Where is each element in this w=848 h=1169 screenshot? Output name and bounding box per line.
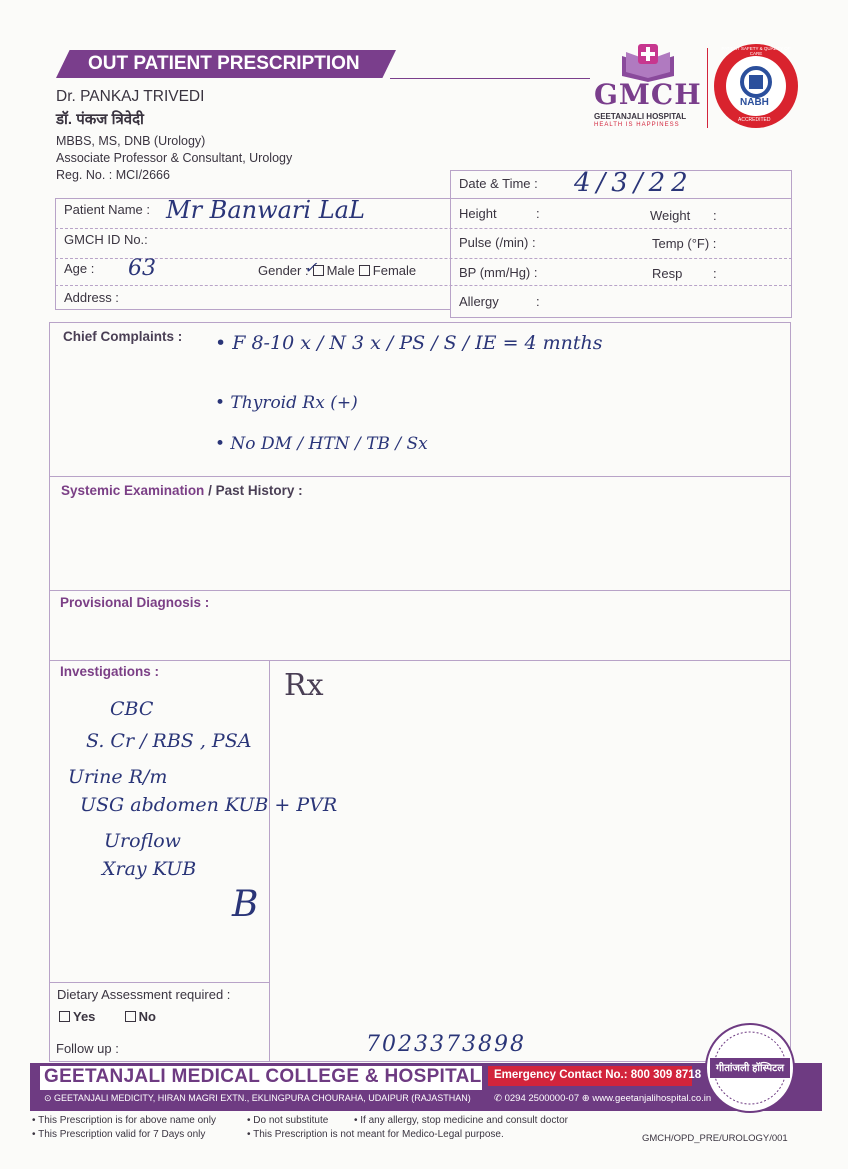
height-label: Height <box>459 206 497 221</box>
resp-label: Resp <box>652 266 683 281</box>
age-label: Age : <box>64 261 95 276</box>
no-label: No <box>138 1009 157 1024</box>
investigation-2[interactable]: S. Cr / RBS , PSA <box>86 730 252 752</box>
footer-note-1: • This Prescription is for above name only <box>32 1115 216 1126</box>
form-code: GMCH/OPD_PRE/UROLOGY/001 <box>642 1133 788 1144</box>
logo-divider <box>707 48 708 128</box>
complaint-line-3[interactable]: • No DM / HTN / TB / Sx <box>215 434 428 454</box>
gender-label: Gender : <box>258 263 309 278</box>
systemic-exam-heading <box>61 483 303 498</box>
footer-phone[interactable]: 0294 2500000-07 <box>504 1093 580 1104</box>
doctor-reg-no: Reg. No. : MCI/2666 <box>56 168 170 182</box>
gmch-logo-text: GMCH <box>594 78 702 111</box>
pulse-label: Pulse (/min) : <box>459 235 536 250</box>
complaint-line-1[interactable]: • F 8-10 x / N 3 x / PS / S / IE = 4 mnths <box>215 332 603 354</box>
complaint-line-2[interactable]: • Thyroid Rx (+) <box>215 393 358 413</box>
book-cross-icon <box>592 42 704 82</box>
provisional-diagnosis-heading: Provisional Diagnosis : <box>60 595 210 610</box>
dietary-label: Dietary Assessment required : <box>57 987 231 1002</box>
female-checkbox[interactable] <box>359 265 370 276</box>
address-label: Address : <box>64 290 119 305</box>
footer-note-2: • This Prescription valid for 7 Days only <box>32 1129 206 1140</box>
doctor-name: Dr. PANKAJ TRIVEDI <box>56 88 205 105</box>
nabh-accredited: ACCREDITED <box>738 117 771 123</box>
yes-label: Yes <box>73 1009 96 1024</box>
allergy-label: Allergy <box>459 294 499 309</box>
footer-contact <box>494 1093 711 1104</box>
no-checkbox[interactable] <box>125 1011 136 1022</box>
footer-hospital-name: GEETANJALI MEDICAL COLLEGE & HOSPITAL <box>44 1066 482 1087</box>
chief-complaints-heading: Chief Complaints : <box>63 329 183 344</box>
title-banner-line <box>390 78 590 79</box>
gender-check-mark: ✓ <box>304 258 318 277</box>
gmch-logo-tag: HEALTH IS HAPPINESS <box>594 122 680 128</box>
location-pin-icon: ⊙ <box>44 1093 55 1103</box>
investigation-3[interactable]: Urine R/m <box>68 766 168 788</box>
clinical-box <box>49 322 791 1062</box>
gmch-logo-sub: GEETANJALI HOSPITAL <box>594 112 687 121</box>
female-label: Female <box>372 263 417 278</box>
nabh-text: NABH <box>740 97 769 108</box>
systemic-exam-label: Systemic Examination <box>61 483 205 498</box>
nabh-ring-text: PATIENT SAFETY & QUALITY OF CARE <box>721 46 791 56</box>
gmch-id-label: GMCH ID No.: <box>64 232 148 247</box>
yes-checkbox[interactable] <box>59 1011 70 1022</box>
temp-label: Temp (°F) : <box>652 236 717 251</box>
resp-colon: : <box>713 266 717 281</box>
investigation-4[interactable]: USG abdomen KUB + PVR <box>80 794 338 816</box>
investigation-6[interactable]: Xray KUB <box>102 858 197 880</box>
doctor-name-hindi: डॉ. पंकज त्रिवेदी <box>56 111 144 128</box>
past-history-label: / Past History : <box>208 483 303 498</box>
doctor-qualifications: MBBS, MS, DNB (Urology) <box>56 134 206 148</box>
footer-note-3: • Do not substitute <box>247 1115 329 1126</box>
phone-icon: ✆ <box>494 1093 505 1104</box>
investigation-1[interactable]: CBC <box>110 698 154 720</box>
follow-up-label: Follow up : <box>56 1041 119 1056</box>
patient-name-value[interactable]: Mr Banwari LaL <box>166 196 365 224</box>
allergy-colon: : <box>536 294 540 309</box>
emergency-text: Emergency Contact No.: 800 309 8718 <box>494 1069 702 1081</box>
height-colon: : <box>536 206 540 221</box>
globe-icon: ⊕ <box>581 1093 593 1104</box>
weight-colon: : <box>713 208 717 223</box>
dietary-options <box>55 1009 156 1024</box>
male-label: Male <box>326 263 355 278</box>
footer-address-text: GEETANJALI MEDICITY, HIRAN MAGRI EXTN., EKLINGPURA CHOURAHA, UDAIPUR (RAJASTHAN) <box>54 1093 471 1103</box>
weight-label: Weight <box>650 208 691 223</box>
bp-label: BP (mm/Hg) : <box>459 265 538 280</box>
doctor-signature: B <box>232 884 259 925</box>
doctor-designation: Associate Professor & Consultant, Urology <box>56 151 293 165</box>
gmch-logo <box>592 42 704 130</box>
rx-symbol: Rx <box>284 668 324 703</box>
footer-note-5: • This Prescription is not meant for Medico-Legal purpose. <box>247 1129 504 1140</box>
page-title: OUT PATIENT PRESCRIPTION <box>88 53 360 74</box>
date-time-label: Date & Time : <box>459 176 538 191</box>
seal-text: गीतांजली हॉस्पिटल <box>716 1063 784 1074</box>
date-time-value[interactable]: 4/3/22 <box>574 168 694 198</box>
investigation-5[interactable]: Uroflow <box>104 830 181 852</box>
hospital-seal <box>704 1022 796 1114</box>
investigations-heading: Investigations : <box>60 664 160 679</box>
gender-field <box>258 263 416 278</box>
footer-address <box>44 1093 471 1104</box>
follow-up-phone[interactable]: 7023373898 <box>366 1032 526 1057</box>
patient-name-label: Patient Name : <box>64 202 150 217</box>
age-value[interactable]: 63 <box>128 256 156 281</box>
footer-website[interactable]: www.geetanjalihospital.co.in <box>592 1093 712 1104</box>
nabh-seal <box>712 42 800 130</box>
footer-note-4: • If any allergy, stop medicine and consult doctor <box>354 1115 568 1126</box>
